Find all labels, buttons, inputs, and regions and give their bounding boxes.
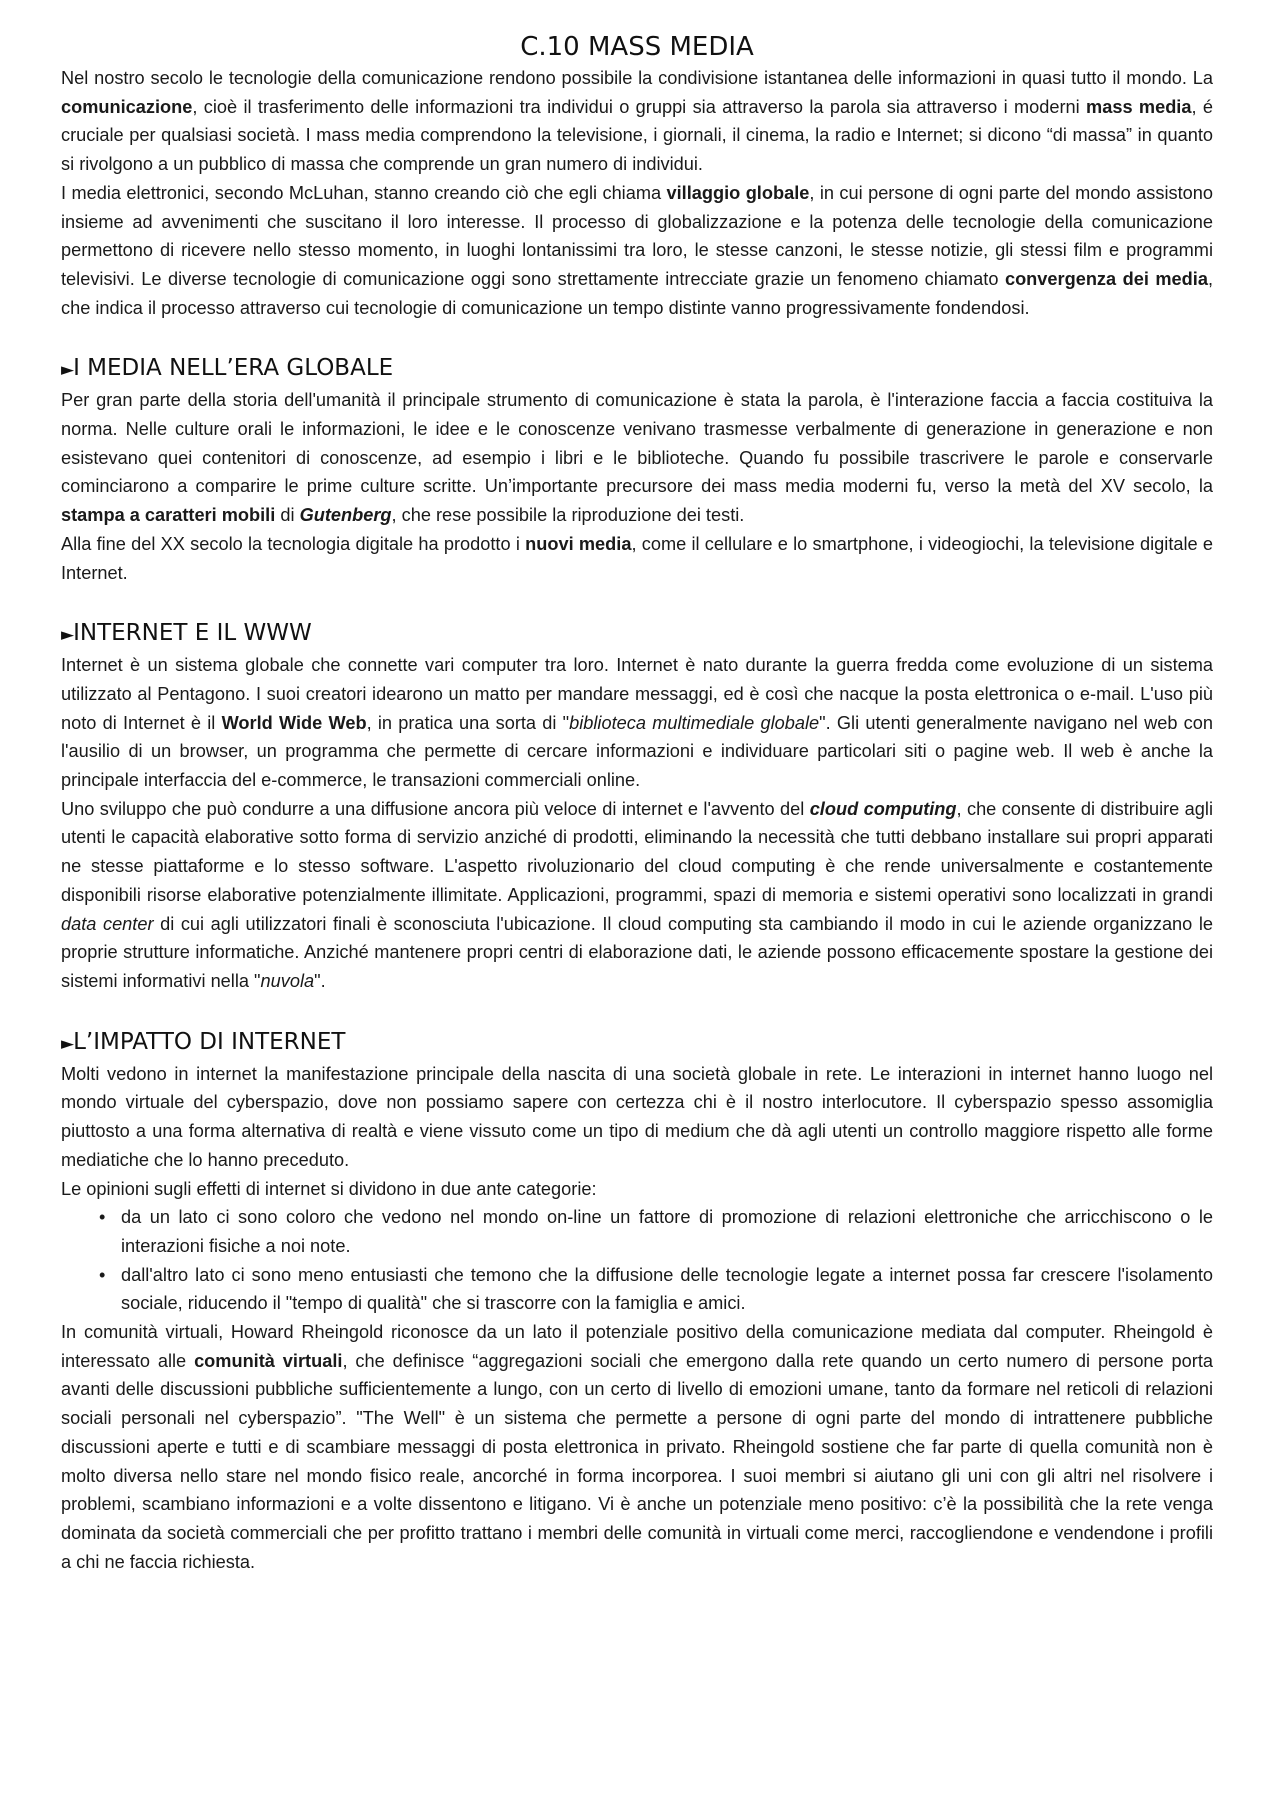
term-nuvola: nuvola <box>260 970 315 991</box>
text-run: I media elettronici, secondo McLuhan, stanno creando ciò che egli chiama <box>61 182 667 203</box>
term-stampa-caratteri-mobili: stampa a caratteri mobili <box>61 505 276 526</box>
arrow-right-icon: ► <box>61 625 74 646</box>
list-item <box>99 1261 1213 1318</box>
term-comunita-virtuali: comunità virtuali <box>194 1350 343 1371</box>
list-item <box>99 1203 1213 1260</box>
term-data-center: data center <box>61 913 154 934</box>
text-run: ". Gli utenti generalmente navigano nel web con l'ausilio di un browser, un programma che permette di cercare informazioni e individuare particolari siti o pagine web. Il web è anche la principale interfaccia del e-commerce, le transazioni commerciali online. <box>61 712 1213 791</box>
text-run: , in cui persone di ogni parte del mondo assistono insieme ad avvenimenti che suscitano il loro interesse. Il processo di globalizzazione e la potenza delle tecnologie della comunicazione permettono di ricevere nello stesso momento, in luoghi lontanissimi tra loro, le stesse canzoni, le stesse notizie, gli stessi film e programmi televisivi. Le diverse tecnologie di comunicazione oggi sono strettamente intrecciate grazie un fenomeno chiamato <box>61 182 1213 289</box>
text-run: ". <box>314 970 326 991</box>
section3-paragraph-1: Molti vedono in internet la manifestazione principale della nascita di una società globale in rete. Le interazioni in internet hanno luogo nel mondo virtuale del cyberspazio, dove non possiamo sapere con certezza chi è il nostro interlocutore. Il cyberspazio spesso assomiglia piuttosto a una forma alternativa di realtà e viene vissuto come un tipo di medium che dà agli utenti un controllo maggiore rispetto alle forme mediatiche che lo hanno preceduto. <box>61 1063 1213 1170</box>
text-run: Nel nostro secolo le tecnologie della comunicazione rendono possibile la condivisione istantanea delle informazioni in quasi tutto il mondo. La <box>61 68 1213 88</box>
term-gutenberg: Gutenberg <box>299 505 392 526</box>
section-heading-text: INTERNET E IL WWW <box>73 620 312 647</box>
page-title: C.10 MASS MEDIA <box>520 32 754 62</box>
term-comunicazione: comunicazione <box>61 96 193 117</box>
bullet-list <box>61 1203 1213 1318</box>
list-item-text: dall'altro lato ci sono meno entusiasti che temono che la diffusione delle tecnologie legate a internet possa far crescere l'isolamento sociale, riducendo il "tempo di qualità" che si trascorre con la famiglia e amici. <box>121 1264 1213 1314</box>
text-run: In comunità virtuali, Howard Rheingold riconosce da un lato il potenziale positivo della comunicazione mediata dal computer. Rheingold è interessato alle <box>61 1322 1213 1371</box>
text-run: , che rese possibile la riproduzione dei testi. <box>391 505 745 526</box>
section-heading-internet-www <box>61 617 1213 651</box>
section-heading-text: L’IMPATTO DI INTERNET <box>73 1028 346 1055</box>
section3-paragraph-2: Le opinioni sugli effetti di internet si dividono in due ante categorie: <box>61 1178 597 1199</box>
section1-paragraph-1 <box>61 386 1213 530</box>
text-run: Internet è un sistema globale che connette vari computer tra loro. Internet è nato durante la guerra fredda come evoluzione di un sistema utilizzato al Pentagono. I suoi creatori idearono un matto per mandare messaggi, ed è così che nacque la posta elettronica o e-mail. L'uso più noto di Internet è il <box>61 655 1213 733</box>
section-heading-impatto-internet <box>61 1026 1213 1060</box>
bullet-icon: • <box>99 1264 106 1285</box>
text-run: , che consente di distribuire agli utenti le capacità elaborative sotto forma di servizio anziché di prodotti, eliminando la necessità che tutti debbano installare sui propri apparati ne stesse piattaforme e lo stesso software. L'aspetto rivoluzionario del cloud computing è che rende universalmente e costantemente disponibili risorse elaborative potenzialmente illimitate. Applicazioni, programmi, spazi di memoria e sistemi operativi sono localizzati in grandi <box>61 798 1213 905</box>
text-run: Alla fine del XX secolo la tecnologia digitale ha prodotto i <box>61 533 526 554</box>
section2-paragraph-2 <box>61 795 1213 996</box>
section3-paragraph-3 <box>61 1318 1213 1576</box>
list-item-text: da un lato ci sono coloro che vedono nel mondo on-line un fattore di promozione di relazioni elettroniche che arricchiscono o le interazioni fisiche a noi note. <box>121 1207 1213 1256</box>
term-villaggio-globale: villaggio globale <box>666 182 810 203</box>
text-run: Per gran parte della storia dell'umanità il principale strumento di comunicazione è stata la parola, è l'interazione faccia a faccia costituiva la norma. Nelle culture orali le informazioni, le idee e le conoscenze venivano trasmesse verbalmente di generazione in generazione e non esistevano quei contenitori di conoscenze, ad esempio i libri e le biblioteche. Quando fu possibile trascrivere le parole e conservarle cominciarono a comparire le prime culture scritte. Un’importante precursore dei mass media moderni fu, verso la metà del XV secolo, la <box>61 390 1213 497</box>
text-run: , cioè il trasferimento delle informazioni tra individui o gruppi sia attraverso la parola sia attraverso i moderni <box>192 96 1087 117</box>
section2-paragraph-1 <box>61 651 1213 795</box>
section-heading-text: I MEDIA NELL’ERA GLOBALE <box>73 355 394 382</box>
section-heading-media-era-globale <box>61 352 1213 386</box>
text-run: , che indica il processo attraverso cui tecnologie di comunicazione un tempo distinte vanno progressivamente fondendosi. <box>61 268 1213 318</box>
intro-paragraph-1 <box>61 64 1213 179</box>
text-run: di cui agli utilizzatori finali è sconosciuta l'ubicazione. Il cloud computing sta cambiando il modo in cui le aziende organizzano le proprie strutture informatiche. Anziché mantenere propri centri di elaborazione dati, le aziende possono efficacemente spostare la gestione dei sistemi informativi nella " <box>61 913 1214 991</box>
arrow-right-icon: ► <box>61 1033 74 1054</box>
section1-paragraph-2 <box>61 530 1213 587</box>
arrow-right-icon: ► <box>61 360 74 381</box>
text-run: , che definisce “aggregazioni sociali che emergono dalla rete quando un certo numero di persone porta avanti delle discussioni pubbliche sufficientemente a lungo, con un certo di livello di emozioni umane, tanto da formare nel reticoli di relazioni sociali personali nel cyberspazio”. "The Well" è un sistema che permette a persone di ogni parte del mondo di intrattenere pubbliche discussioni aperte e tutti e di scambiare messaggi di posta elettronica in privato. Rheingold sostiene che far parte di quella comunità non è molto diversa nello stare nel mondo fisico reale, ancorché in forma incorporea. I suoi membri si aiutano gli uni con gli altri nel risolvere i problemi, scambiano informazioni e a volte dissentono e litigano. Vi è anche un potenziale meno positivo: c’è la possibilità che la rete venga dominata da società commerciali che per profitto trattano i membri delle comunità in virtuali come merci, raccogliendone e vendendone i profili a chi ne faccia richiesta. <box>61 1350 1214 1572</box>
term-world-wide-web: World Wide Web <box>221 712 367 733</box>
text-run: , é cruciale per qualsiasi società. I mass media comprendono la televisione, i giornali, il cinema, la radio e Internet; si dicono “di massa” in quanto si rivolgono a un pubblico di massa che comprende un gran numero di individui. <box>61 96 1213 175</box>
bullet-icon: • <box>99 1207 106 1228</box>
term-convergenza-dei-media: convergenza dei media <box>1004 268 1208 289</box>
term-nuovi-media: nuovi media <box>525 533 632 554</box>
term-cloud-computing: cloud computing <box>809 798 957 819</box>
text-run: di <box>275 505 300 526</box>
term-biblioteca-multimediale: biblioteca multimediale globale <box>569 712 820 733</box>
text-run: , in pratica una sorta di " <box>366 712 570 733</box>
text-run: Uno sviluppo che può condurre a una diffusione ancora più veloce di internet e l'avvento del <box>61 798 810 819</box>
term-mass-media: mass media <box>1086 96 1192 117</box>
text-run: , come il cellulare e lo smartphone, i videogiochi, la televisione digitale e Internet. <box>61 533 1213 583</box>
intro-paragraph-2 <box>61 179 1213 323</box>
